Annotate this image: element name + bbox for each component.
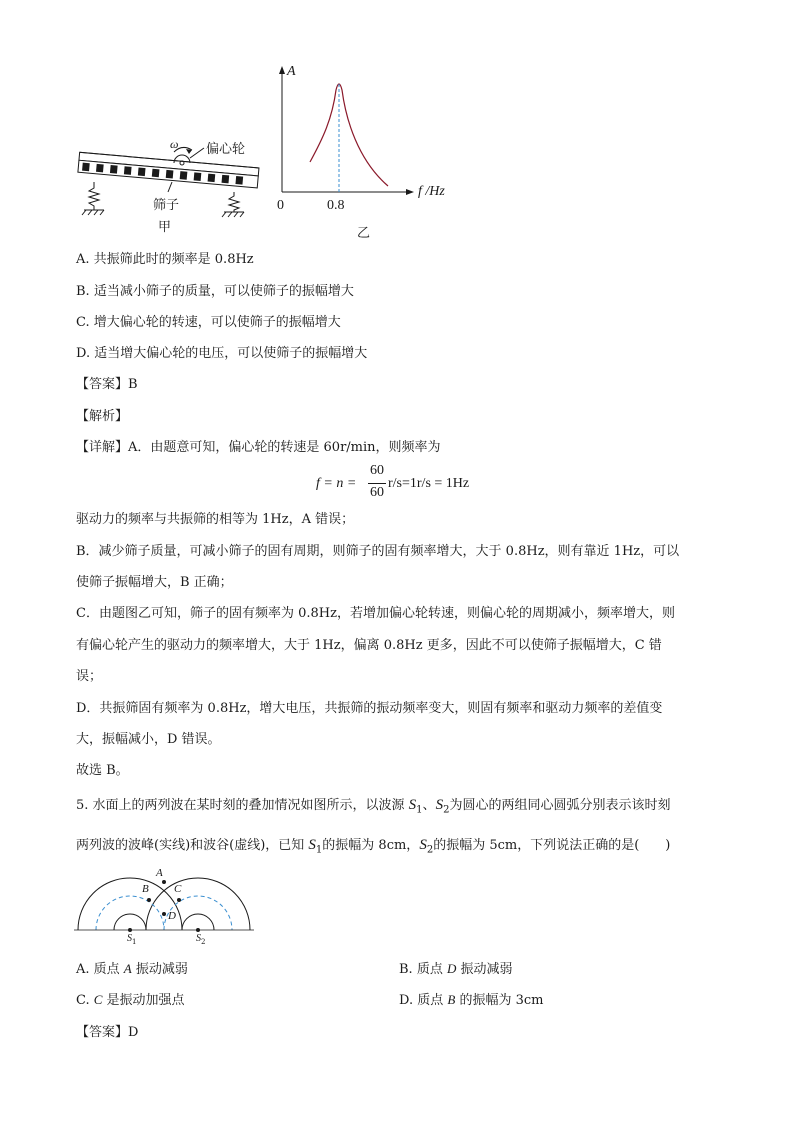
origin-label: 0 (277, 198, 284, 213)
answer-tag: 【答案】 (76, 377, 129, 392)
formula-fraction-bar (368, 483, 386, 484)
omega-label: ω (170, 137, 179, 151)
s1-symbol: S (308, 837, 316, 853)
detail-line-1 (76, 438, 441, 458)
q5-text-post: 为圆心的两组同心圆弧分别表示该时刻 (449, 798, 671, 813)
s1-symbol: S (408, 797, 417, 813)
q5-option-a: A. 质点 A 振动减弱 (76, 961, 188, 977)
s2-figure-label: $S_2$ (196, 933, 206, 946)
s2-symbol: S (419, 837, 427, 853)
answer-line (76, 375, 138, 395)
option-b: B. 适当减小筛子的质量，可以使筛子的振幅增大 (76, 284, 354, 299)
s2-subscript: 2 (426, 844, 434, 856)
s1-figure-label: $S_1$ (127, 933, 137, 946)
y-axis-label: A (287, 64, 296, 79)
point-d-label: D (168, 910, 176, 922)
q5-answer-tag: 【答案】 (76, 1025, 129, 1040)
s1-subscript: 1 (315, 844, 323, 856)
figure-jia-caption: 甲 (158, 220, 172, 235)
q5-line-1 (76, 795, 670, 821)
detail-line-2: 驱动力的频率与共振筛的相等为 1Hz，A 错误； (76, 512, 355, 527)
s2-subscript: 2 (443, 804, 450, 816)
point-b-label: B (142, 883, 149, 895)
figure-yi-caption: 乙 (357, 226, 371, 241)
eccentric-wheel-label: 偏心轮 (206, 142, 246, 157)
option-a: A. 共振筛此时的频率是 0.8Hz (76, 252, 254, 267)
x-axis-label: f /Hz (418, 184, 445, 199)
detail-line-6: 有偏心轮产生的驱动力的频率增大，大于 1Hz，偏离 0.8Hz 更多，因此不可以使筛子振幅增大，C 错 (76, 638, 662, 653)
q5-option-b: B. 质点 D 振动减弱 (399, 961, 513, 977)
analysis-tag: 【解析】 (76, 409, 129, 424)
q5-option-d: D. 质点 B 的振幅为 3cm (399, 992, 544, 1008)
detail-line-4: 使筛子振幅增大，B 正确； (76, 575, 233, 590)
x-axis-arrow (406, 189, 414, 195)
q5-option-c: C. C 是振动加强点 (76, 992, 185, 1008)
detail-line-5: C．由题图乙可知，筛子的固有频率为 0.8Hz，若增加偏心轮转速，则偏心轮的周期减小，频率增大，则 (76, 606, 675, 621)
resonance-curve (310, 84, 388, 186)
detail-line-9: 大，振幅减小，D 错误。 (76, 732, 221, 747)
q5-line2-post: 的振幅为 5cm，下列说法正确的是( ) (433, 838, 671, 853)
detail-text-1: A．由题意可知，偏心轮的转速是 60r/min，则频率为 (128, 440, 441, 455)
q5-sep: 、 (422, 798, 436, 813)
detail-line-10: 故选 B。 (76, 763, 129, 778)
answer-value: B (128, 377, 138, 392)
q5-line-2 (76, 835, 670, 861)
detail-tag: 【详解】 (76, 440, 129, 455)
q5-answer-line (76, 1021, 138, 1040)
detail-line-7: 误； (76, 669, 103, 684)
q5-line2-mid: 的振幅为 8cm， (322, 838, 420, 853)
formula-numerator: 60 (370, 463, 384, 478)
sieve-label: 筛子 (153, 198, 180, 213)
s1-subscript: 1 (416, 804, 423, 816)
formula-lhs: f = n = (316, 476, 357, 491)
option-d: D. 适当增大偏心轮的电压，可以使筛子的振幅增大 (76, 346, 368, 361)
wave-superposition-figure (74, 868, 254, 948)
formula-rhs: r/s=1r/s = 1Hz (388, 476, 470, 491)
x-tick-label-peak: 0.8 (327, 198, 345, 213)
point-a-label: A (156, 867, 163, 879)
y-axis-arrow (279, 66, 285, 74)
q5-line2-pre: 两列波的波峰(实线)和波谷(虚线)，已知 (76, 838, 309, 853)
detail-line-8: D．共振筛固有频率为 0.8Hz，增大电压，共振筛的振动频率变大，则固有频率和驱动力频率的差值变 (76, 701, 663, 716)
option-c: C. 增大偏心轮的转速，可以使筛子的振幅增大 (76, 315, 341, 330)
detail-line-3: B．减少筛子质量，可减小筛子的固有周期，则筛子的固有频率增大，大于 0.8Hz，则有靠近 1Hz，可以 (76, 544, 680, 559)
s2-symbol: S (435, 797, 444, 813)
q5-text-pre: 5. 水面上的两列波在某时刻的叠加情况如图所示，以波源 (76, 798, 409, 813)
q5-answer-value: D (128, 1025, 139, 1040)
point-c-label: C (174, 883, 182, 895)
formula-denominator: 60 (370, 485, 384, 500)
